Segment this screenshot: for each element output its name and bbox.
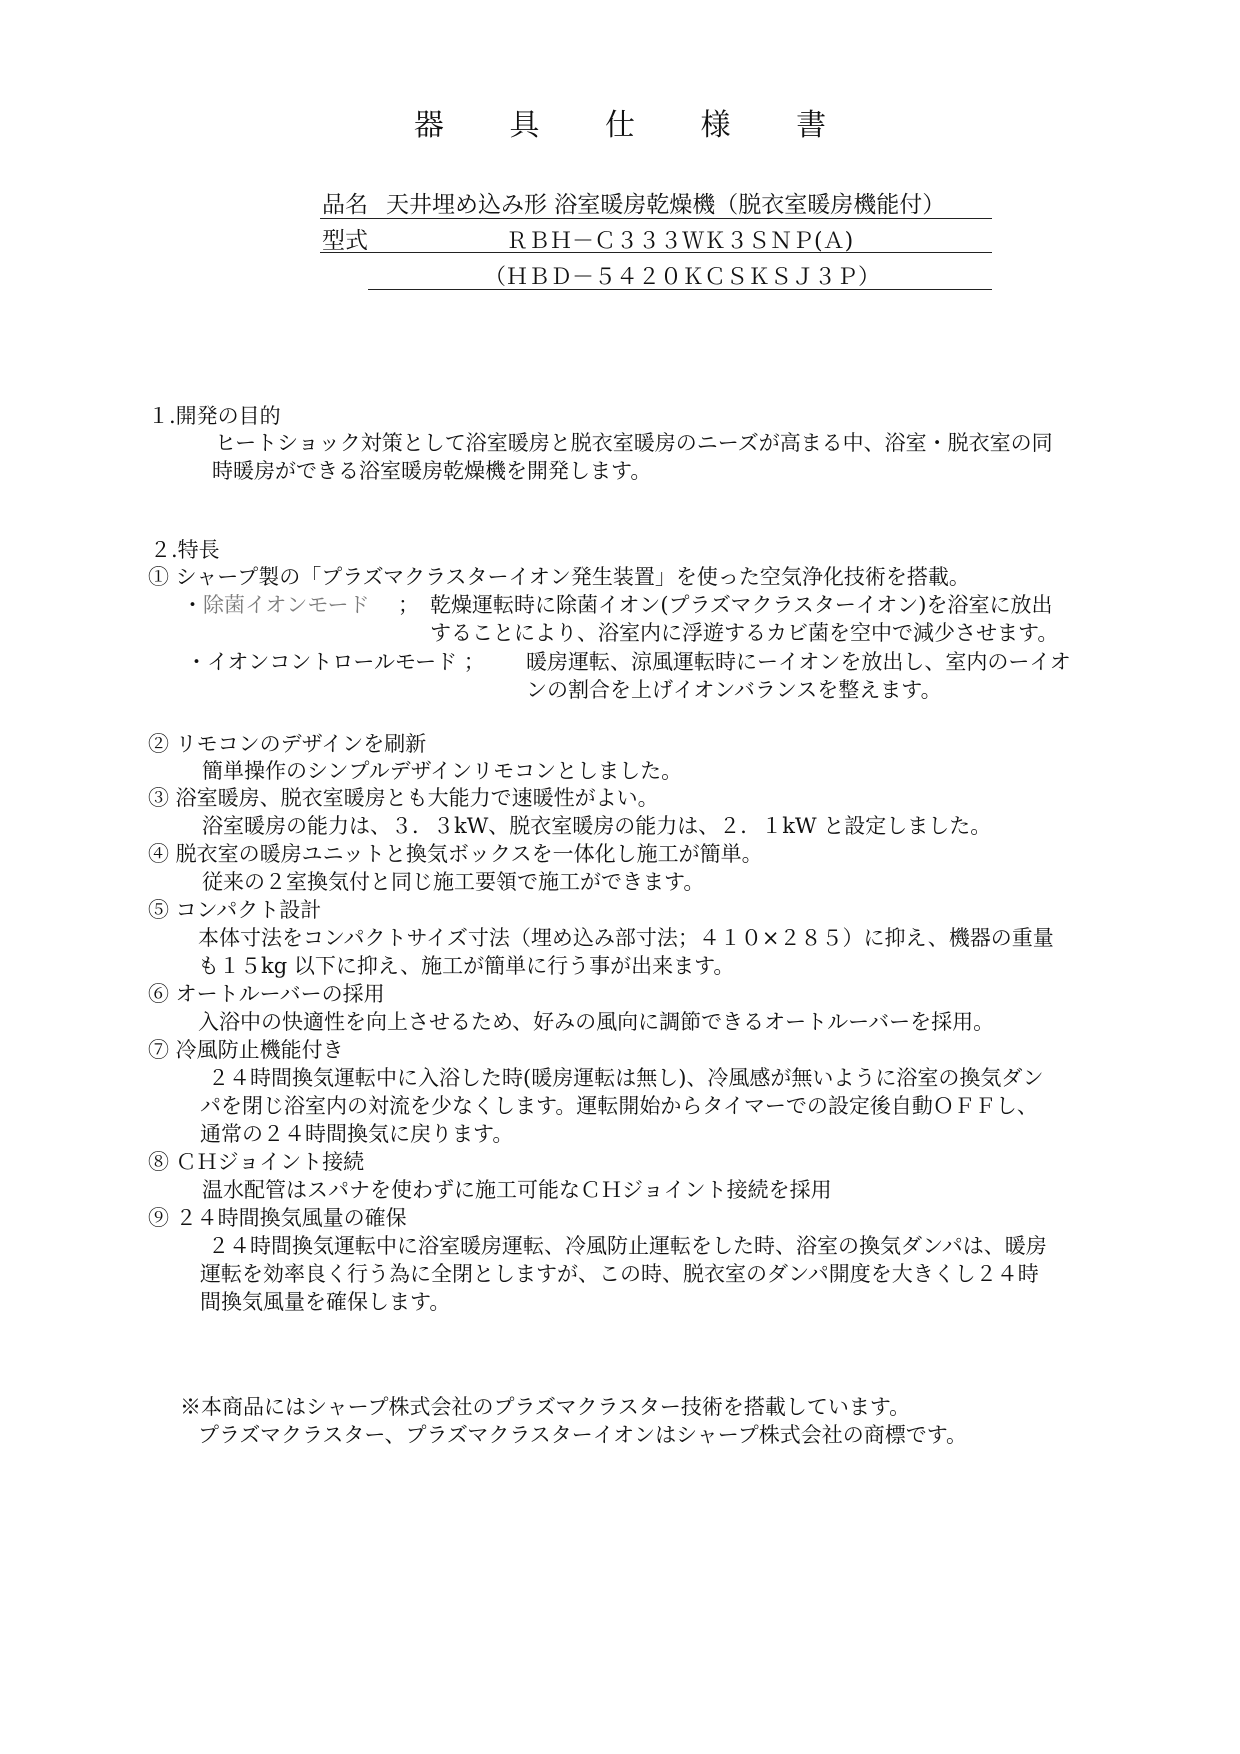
- section-2-heading: ２.特長: [150, 538, 220, 562]
- mode-1-line-2: することにより、浴室内に浮遊するカビ菌を空中で減少させます。: [430, 621, 1059, 645]
- feature-1-title: ① シャープ製の「プラズマクラスターイオン発生装置」を使った空気浄化技術を搭載。: [148, 565, 970, 589]
- feature-3-title: ③ 浴室暖房、脱衣室暖房とも大能力で速暖性がよい。: [148, 786, 659, 810]
- mode-1-line-1: 乾燥運転時に除菌イオン(プラズマクラスターイオン)を浴室に放出: [430, 593, 1053, 617]
- feature-7-title: ⑦ 冷風防止機能付き: [148, 1038, 344, 1062]
- section-1-heading: １.開発の目的: [148, 404, 281, 428]
- model-secondary-underline: [368, 289, 992, 290]
- feature-6-title: ⑥ オートルーバーの採用: [148, 982, 385, 1006]
- feature-2-title: ② リモコンのデザインを刷新: [148, 732, 427, 756]
- product-name-value: 天井埋め込み形 浴室暖房乾燥機（脱衣室暖房機能付）: [386, 192, 946, 218]
- feature-7-line-1: ２４時間換気運転中に入浴した時(暖房運転は無し)、冷風感が無いように浴室の換気ダン: [208, 1066, 1044, 1090]
- note-line-1: ※本商品にはシャープ株式会社のプラズマクラスター技術を搭載しています。: [180, 1395, 911, 1419]
- model-underline: [320, 252, 992, 253]
- feature-5-line-1: 本体寸法をコンパクトサイズ寸法（埋め込み部寸法；４１０×２８５）に抑え、機器の重量: [198, 926, 1054, 950]
- feature-1-mode-1: [182, 590, 370, 620]
- feature-5-title: ⑤ コンパクト設計: [148, 898, 322, 922]
- mode-2-line-1: 暖房運転、涼風運転時にーイオンを放出し、室内のーイオ: [526, 650, 1071, 674]
- feature-3-line-1: 浴室暖房の能力は、３．３kW、脱衣室暖房の能力は、２．１kW と設定しました。: [202, 814, 992, 838]
- mode-1-separator: ；: [398, 593, 419, 617]
- feature-7-line-3: 通常の２４時間換気に戻ります。: [200, 1122, 514, 1146]
- feature-8-title: ⑧ ＣＨジョイント接続: [148, 1150, 365, 1174]
- document-title: 器 具 仕 様 書: [413, 108, 855, 143]
- product-name-label: 品名: [322, 192, 368, 218]
- feature-5-line-2: も１５kg 以下に抑え、施工が簡単に行う事が出来ます。: [198, 954, 735, 978]
- product-name-underline: [320, 218, 992, 219]
- note-line-2: プラズマクラスター、プラズマクラスターイオンはシャープ株式会社の商標です。: [198, 1423, 968, 1447]
- mode-2-line-2: ンの割合を上げイオンバランスを整えます。: [526, 678, 942, 702]
- feature-4-line-1: 従来の２室換気付と同じ施工要領で施工ができます。: [202, 870, 705, 894]
- feature-9-line-1: ２４時間換気運転中に浴室暖房運転、冷風防止運転をした時、浴室の換気ダンパは、暖房: [208, 1234, 1047, 1258]
- feature-7-line-2: パを閉じ浴室内の対流を少なくします。運転開始からタイマーでの設定後自動ＯＦＦし、: [200, 1094, 1038, 1118]
- mode-1-name: 除菌イオンモード: [203, 593, 370, 617]
- feature-6-line-1: 入浴中の快適性を向上させるため、好みの風向に調節できるオートルーバーを採用。: [198, 1010, 995, 1034]
- feature-4-title: ④ 脱衣室の暖房ユニットと換気ボックスを一体化し施工が簡単。: [148, 842, 763, 866]
- feature-9-line-2: 運転を効率良く行う為に全閉としますが、この時、脱衣室のダンパ開度を大きくし２４時: [200, 1262, 1039, 1286]
- feature-9-title: ⑨ ２４時間換気風量の確保: [148, 1206, 407, 1230]
- feature-2-line-1: 簡単操作のシンプルデザインリモコンとしました。: [202, 759, 683, 783]
- model-value-secondary: （ＨＢＤ－５４２０ＫＣＳＫＳＪ３Ｐ）: [484, 265, 881, 290]
- mode-1-bullet: ・: [182, 593, 203, 617]
- model-value: ＲＢＨ－Ｃ３３３ＷＫ３ＳＮＰ(Ａ): [506, 229, 854, 254]
- section-1-line-2: 時暖房ができる浴室暖房乾燥機を開発します。: [212, 459, 652, 483]
- feature-8-line-1: 温水配管はスパナを使わずに施工可能なＣＨジョイント接続を採用: [202, 1178, 832, 1202]
- feature-9-line-3: 間換気風量を確保します。: [200, 1290, 451, 1314]
- mode-2-label: ・イオンコントロールモード ；: [186, 650, 485, 674]
- section-1-line-1: ヒートショック対策として浴室暖房と脱衣室暖房のニーズが高まる中、浴室・脱衣室の同: [215, 431, 1053, 455]
- model-label: 型式: [322, 228, 368, 254]
